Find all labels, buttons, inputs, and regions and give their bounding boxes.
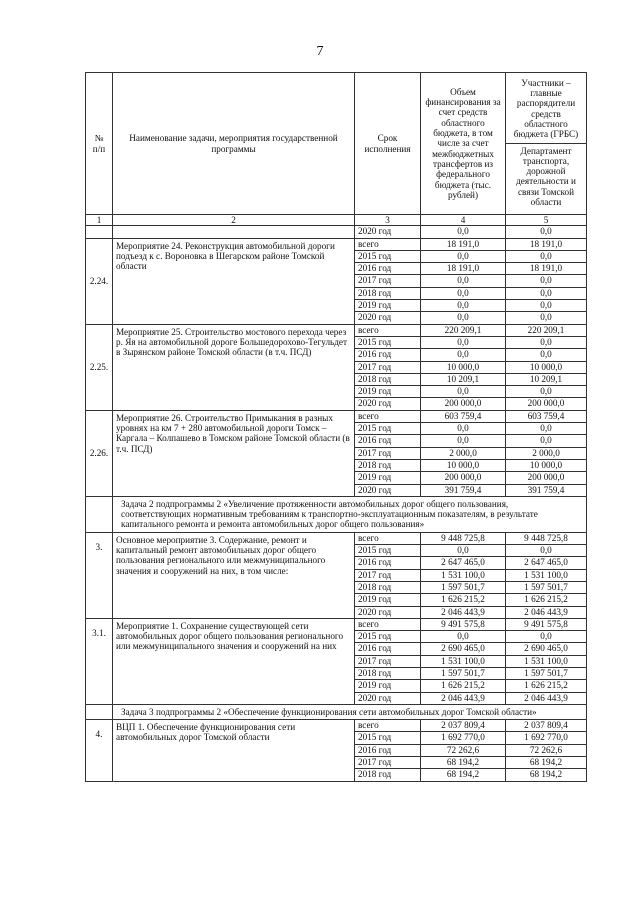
grbs-value-cell: 2 046 443,9 bbox=[506, 692, 587, 704]
year-cell: 2017 год bbox=[355, 655, 421, 667]
grbs-value-cell: 0,0 bbox=[506, 312, 587, 324]
value-cell: 10 209,1 bbox=[421, 373, 506, 385]
task-title: Задача 2 подпрограммы 2 «Увеличение протяженности автомобильных дорог общего пользования, соответствующих нормативным требованиям к транспортно-эксплуатационным показателям, в результате капитального ремонта и ремонта автомобильных дорог общего пользования» bbox=[113, 496, 587, 532]
year-cell: 2020 год bbox=[355, 692, 421, 704]
measure-name: Мероприятие 25. Строительство мостового перехода через р. Яя на автомобильной дороге Большедорохово-Тегульдет в Зырянском районе Томской области (в т.ч. ПСД) bbox=[113, 324, 355, 410]
year-cell: 2015 год bbox=[355, 732, 421, 744]
column-index-row bbox=[86, 215, 587, 226]
grbs-value-cell: 2 037 809,4 bbox=[506, 720, 587, 732]
col-index: 1 bbox=[86, 215, 113, 226]
value-cell: 200 000,0 bbox=[421, 398, 506, 410]
header-name: Наименование задачи, мероприятия государственной программы bbox=[113, 73, 355, 215]
year-cell: 2020 год bbox=[355, 484, 421, 496]
year-cell: 2016 год bbox=[355, 643, 421, 655]
value-cell: 200 000,0 bbox=[421, 472, 506, 484]
year-cell: 2015 год bbox=[355, 423, 421, 435]
table-body bbox=[86, 238, 587, 781]
value-cell: 2 037 809,4 bbox=[421, 720, 506, 732]
year-cell: 2020 год bbox=[355, 226, 421, 238]
value-cell: 0,0 bbox=[421, 250, 506, 262]
year-cell: 2017 год bbox=[355, 447, 421, 459]
row-number: 2.24. bbox=[86, 238, 113, 324]
col-index: 4 bbox=[421, 215, 506, 226]
row-number: 4. bbox=[86, 720, 113, 781]
year-cell: 2019 год bbox=[355, 300, 421, 312]
empty-cell bbox=[113, 226, 355, 238]
grbs-value-cell: 1 626 215,2 bbox=[506, 680, 587, 692]
value-cell: 2 046 443,9 bbox=[421, 606, 506, 618]
value-cell: 0,0 bbox=[421, 312, 506, 324]
grbs-value-cell: 10 000,0 bbox=[506, 459, 587, 471]
measure-name: Основное мероприятие 3. Содержание, ремонт и капитальный ремонт автомобильных дорог общего пользования регионального или межмуниципального значения и сооружений на них, в том числе: bbox=[113, 532, 355, 618]
grbs-value-cell: 220 209,1 bbox=[506, 324, 587, 336]
program-table bbox=[85, 72, 587, 782]
grbs-value-cell: 1 626 215,2 bbox=[506, 594, 587, 606]
value-cell: 0,0 bbox=[421, 300, 506, 312]
value-cell: 18 191,0 bbox=[421, 238, 506, 250]
year-cell: всего bbox=[355, 324, 421, 336]
value-cell: 0,0 bbox=[421, 275, 506, 287]
task-title: Задача 3 подпрограммы 2 «Обеспечение функционирования сети автомобильных дорог Томской области» bbox=[113, 704, 587, 719]
year-cell: 2016 год bbox=[355, 263, 421, 275]
year-cell: 2016 год bbox=[355, 557, 421, 569]
col-index: 5 bbox=[506, 215, 587, 226]
row-number: 2.26. bbox=[86, 410, 113, 496]
value-cell: 10 000,0 bbox=[421, 361, 506, 373]
grbs-value-cell: 2 046 443,9 bbox=[506, 606, 587, 618]
grbs-value-cell: 1 531 100,0 bbox=[506, 655, 587, 667]
value-cell: 0,0 bbox=[421, 336, 506, 348]
year-cell: 2019 год bbox=[355, 594, 421, 606]
grbs-value-cell: 2 000,0 bbox=[506, 447, 587, 459]
value-cell: 2 000,0 bbox=[421, 447, 506, 459]
grbs-value-cell: 1 531 100,0 bbox=[506, 569, 587, 581]
year-cell: 2015 год bbox=[355, 336, 421, 348]
value-cell: 2 647 465,0 bbox=[421, 557, 506, 569]
task-row bbox=[86, 496, 587, 532]
grbs-value-cell: 0,0 bbox=[506, 226, 587, 238]
year-cell: всего bbox=[355, 618, 421, 630]
value-cell: 18 191,0 bbox=[421, 263, 506, 275]
grbs-value-cell: 0,0 bbox=[506, 349, 587, 361]
col-index: 2 bbox=[113, 215, 355, 226]
year-cell: 2020 год bbox=[355, 606, 421, 618]
year-cell: 2020 год bbox=[355, 398, 421, 410]
table-row bbox=[86, 410, 587, 422]
header-department: Департамент транспорта, дорожной деятельности и связи Томской области bbox=[506, 143, 586, 210]
carry-over-row bbox=[86, 226, 587, 238]
value-cell: 68 194,2 bbox=[421, 757, 506, 769]
value-cell: 391 759,4 bbox=[421, 484, 506, 496]
year-cell: 2016 год bbox=[355, 744, 421, 756]
grbs-value-cell: 1 597 501,7 bbox=[506, 581, 587, 593]
grbs-value-cell: 10 000,0 bbox=[506, 361, 587, 373]
value-cell: 0,0 bbox=[421, 287, 506, 299]
year-cell: 2017 год bbox=[355, 275, 421, 287]
value-cell: 1 692 770,0 bbox=[421, 732, 506, 744]
table-row bbox=[86, 720, 587, 732]
value-cell: 0,0 bbox=[421, 226, 506, 238]
header-participants-text: Участники – главные распорядители средств областного бюджета (ГРБС) bbox=[513, 77, 579, 140]
value-cell: 1 531 100,0 bbox=[421, 655, 506, 667]
grbs-value-cell: 0,0 bbox=[506, 545, 587, 557]
empty-cell bbox=[86, 496, 113, 532]
year-cell: всего bbox=[355, 720, 421, 732]
value-cell: 220 209,1 bbox=[421, 324, 506, 336]
header-num: № п/п bbox=[86, 73, 113, 215]
grbs-value-cell: 200 000,0 bbox=[506, 472, 587, 484]
grbs-value-cell: 0,0 bbox=[506, 300, 587, 312]
table-row bbox=[86, 618, 587, 630]
measure-name: ВЦП 1. Обеспечение функционирования сети автомобильных дорог Томской области bbox=[113, 720, 355, 781]
value-cell: 1 597 501,7 bbox=[421, 667, 506, 679]
value-cell: 0,0 bbox=[421, 545, 506, 557]
header-volume: Объем финансирования за счет средств областного бюджета, в том числе за счет межбюджетных трансфертов из федерального бюджета (тыс. рублей) bbox=[421, 73, 506, 215]
value-cell: 0,0 bbox=[421, 423, 506, 435]
value-cell: 0,0 bbox=[421, 631, 506, 643]
grbs-value-cell: 391 759,4 bbox=[506, 484, 587, 496]
value-cell: 9 448 725,8 bbox=[421, 532, 506, 544]
grbs-value-cell: 18 191,0 bbox=[506, 263, 587, 275]
grbs-value-cell: 72 262,6 bbox=[506, 744, 587, 756]
value-cell: 2 046 443,9 bbox=[421, 692, 506, 704]
grbs-value-cell: 68 194,2 bbox=[506, 757, 587, 769]
value-cell: 72 262,6 bbox=[421, 744, 506, 756]
grbs-value-cell: 2 647 465,0 bbox=[506, 557, 587, 569]
value-cell: 1 626 215,2 bbox=[421, 594, 506, 606]
row-number: 3.1. bbox=[86, 618, 113, 704]
year-cell: 2018 год bbox=[355, 581, 421, 593]
value-cell: 0,0 bbox=[421, 386, 506, 398]
year-cell: 2018 год bbox=[355, 373, 421, 385]
grbs-value-cell: 0,0 bbox=[506, 336, 587, 348]
grbs-value-cell: 2 690 465,0 bbox=[506, 643, 587, 655]
page-number: 7 bbox=[316, 44, 324, 59]
grbs-value-cell: 68 194,2 bbox=[506, 769, 587, 781]
value-cell: 1 626 215,2 bbox=[421, 680, 506, 692]
value-cell: 1 531 100,0 bbox=[421, 569, 506, 581]
value-cell: 2 690 465,0 bbox=[421, 643, 506, 655]
value-cell: 9 491 575,8 bbox=[421, 618, 506, 630]
year-cell: 2018 год bbox=[355, 769, 421, 781]
grbs-value-cell: 1 597 501,7 bbox=[506, 667, 587, 679]
table-row bbox=[86, 532, 587, 544]
year-cell: 2016 год bbox=[355, 435, 421, 447]
grbs-value-cell: 0,0 bbox=[506, 386, 587, 398]
grbs-value-cell: 18 191,0 bbox=[506, 238, 587, 250]
grbs-value-cell: 9 491 575,8 bbox=[506, 618, 587, 630]
year-cell: 2019 год bbox=[355, 386, 421, 398]
year-cell: 2018 год bbox=[355, 459, 421, 471]
grbs-value-cell: 603 759,4 bbox=[506, 410, 587, 422]
year-cell: 2016 год bbox=[355, 349, 421, 361]
row-number: 3. bbox=[86, 532, 113, 618]
year-cell: всего bbox=[355, 532, 421, 544]
value-cell: 603 759,4 bbox=[421, 410, 506, 422]
year-cell: всего bbox=[355, 410, 421, 422]
grbs-value-cell: 9 448 725,8 bbox=[506, 532, 587, 544]
empty-cell bbox=[86, 704, 113, 719]
year-cell: 2018 год bbox=[355, 667, 421, 679]
year-cell: 2019 год bbox=[355, 472, 421, 484]
col-index: 3 bbox=[355, 215, 421, 226]
table-header bbox=[86, 73, 587, 239]
grbs-value-cell: 0,0 bbox=[506, 631, 587, 643]
table-row bbox=[86, 324, 587, 336]
grbs-value-cell: 1 692 770,0 bbox=[506, 732, 587, 744]
year-cell: всего bbox=[355, 238, 421, 250]
year-cell: 2015 год bbox=[355, 250, 421, 262]
grbs-value-cell: 0,0 bbox=[506, 275, 587, 287]
value-cell: 0,0 bbox=[421, 349, 506, 361]
grbs-value-cell: 200 000,0 bbox=[506, 398, 587, 410]
row-number: 2.25. bbox=[86, 324, 113, 410]
value-cell: 68 194,2 bbox=[421, 769, 506, 781]
year-cell: 2017 год bbox=[355, 361, 421, 373]
year-cell: 2015 год bbox=[355, 545, 421, 557]
measure-name: Мероприятие 24. Реконструкция автомобильной дороги подъезд к с. Вороновка в Шегарском районе Томской области bbox=[113, 238, 355, 324]
value-cell: 0,0 bbox=[421, 435, 506, 447]
header-participants bbox=[506, 73, 587, 215]
year-cell: 2020 год bbox=[355, 312, 421, 324]
year-cell: 2019 год bbox=[355, 680, 421, 692]
measure-name: Мероприятие 1. Сохранение существующей сети автомобильных дорог общего пользования регионального или межмуниципального значения и сооружений на них bbox=[113, 618, 355, 704]
year-cell: 2018 год bbox=[355, 287, 421, 299]
grbs-value-cell: 0,0 bbox=[506, 250, 587, 262]
grbs-value-cell: 0,0 bbox=[506, 287, 587, 299]
header-term: Срок исполнения bbox=[355, 73, 421, 215]
task-row bbox=[86, 704, 587, 719]
grbs-value-cell: 10 209,1 bbox=[506, 373, 587, 385]
year-cell: 2015 год bbox=[355, 631, 421, 643]
measure-name: Мероприятие 26. Строительство Примыкания в разных уровнях на км 7 + 280 автомобильной дороги Томск – Каргала – Колпашево в Томском районе Томской области (в т.ч. ПСД) bbox=[113, 410, 355, 496]
year-cell: 2017 год bbox=[355, 569, 421, 581]
grbs-value-cell: 0,0 bbox=[506, 435, 587, 447]
table-row bbox=[86, 238, 587, 250]
year-cell: 2017 год bbox=[355, 757, 421, 769]
empty-cell bbox=[86, 226, 113, 238]
grbs-value-cell: 0,0 bbox=[506, 423, 587, 435]
value-cell: 1 597 501,7 bbox=[421, 581, 506, 593]
value-cell: 10 000,0 bbox=[421, 459, 506, 471]
